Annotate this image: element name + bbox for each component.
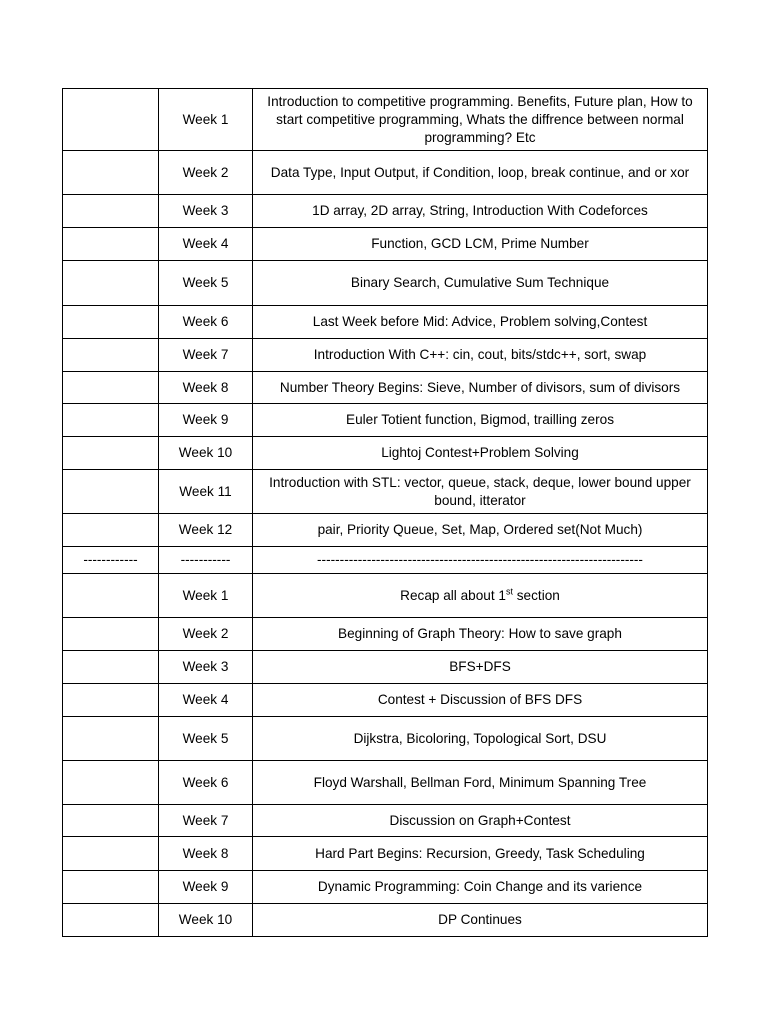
table-row: [63, 618, 708, 651]
row-marker-cell: [63, 470, 159, 514]
week-cell: Week 2: [159, 151, 253, 195]
table-row: [63, 684, 708, 717]
topic-cell: Data Type, Input Output, if Condition, loop, break continue, and or xor: [253, 151, 708, 195]
week-cell: Week 9: [159, 871, 253, 904]
topic-cell: Introduction With C++: cin, cout, bits/stdc++, sort, swap: [253, 339, 708, 372]
week-cell: Week 10: [159, 437, 253, 470]
topic-cell: Contest + Discussion of BFS DFS: [253, 684, 708, 717]
table-row: [63, 261, 708, 306]
week-cell: Week 5: [159, 717, 253, 761]
topic-cell: DP Continues: [253, 904, 708, 937]
table-row: [63, 437, 708, 470]
week-cell: Week 6: [159, 306, 253, 339]
table-row: [63, 470, 708, 514]
week-cell: Week 10: [159, 904, 253, 937]
row-marker-cell: [63, 339, 159, 372]
topic-cell: [253, 574, 708, 618]
row-marker-cell: [63, 306, 159, 339]
row-marker-cell: [63, 195, 159, 228]
week-cell: Week 7: [159, 339, 253, 372]
topic-cell: Introduction with STL: vector, queue, stack, deque, lower bound upper bound, itterator: [253, 470, 708, 514]
row-marker-cell: [63, 372, 159, 404]
row-marker-cell: [63, 404, 159, 437]
table-row: [63, 195, 708, 228]
table-row: [63, 904, 708, 937]
topic-cell: Floyd Warshall, Bellman Ford, Minimum Spanning Tree: [253, 761, 708, 805]
topic-cell: Hard Part Begins: Recursion, Greedy, Task Scheduling: [253, 837, 708, 871]
row-marker-cell: [63, 618, 159, 651]
topic-cell: Euler Totient function, Bigmod, trailling zeros: [253, 404, 708, 437]
topic-cell: Introduction to competitive programming. Benefits, Future plan, How to start competitive programming, Whats the diffrence between normal programming? Etc: [253, 89, 708, 151]
row-marker-cell: [63, 228, 159, 261]
course-schedule-table: [62, 88, 708, 937]
table-row: [63, 306, 708, 339]
row-marker-cell: [63, 684, 159, 717]
table-row: [63, 871, 708, 904]
topic-cell: pair, Priority Queue, Set, Map, Ordered set(Not Much): [253, 514, 708, 547]
week-cell: Week 9: [159, 404, 253, 437]
week-cell: Week 1: [159, 574, 253, 618]
row-marker-cell: [63, 837, 159, 871]
table-row: [63, 717, 708, 761]
week-cell: Week 2: [159, 618, 253, 651]
row-marker-cell: [63, 574, 159, 618]
topic-cell: Number Theory Begins: Sieve, Number of divisors, sum of divisors: [253, 372, 708, 404]
topic-cell: Beginning of Graph Theory: How to save graph: [253, 618, 708, 651]
table-row: [63, 372, 708, 404]
table-row: [63, 547, 708, 574]
topic-cell: ------------------------------------------------------------------------: [253, 547, 708, 574]
topic-cell: Discussion on Graph+Contest: [253, 805, 708, 837]
row-marker-cell: [63, 761, 159, 805]
table-row: [63, 837, 708, 871]
table-row: [63, 651, 708, 684]
topic-cell: BFS+DFS: [253, 651, 708, 684]
table-row: [63, 805, 708, 837]
topic-cell: Function, GCD LCM, Prime Number: [253, 228, 708, 261]
week-cell: Week 8: [159, 372, 253, 404]
week-cell: Week 7: [159, 805, 253, 837]
table-row: [63, 514, 708, 547]
row-marker-cell: [63, 904, 159, 937]
topic-text: Recap all about 1: [400, 587, 506, 603]
row-marker-cell: [63, 717, 159, 761]
schedule-body: [63, 89, 708, 937]
table-row: [63, 89, 708, 151]
row-marker-cell: [63, 514, 159, 547]
topic-cell: 1D array, 2D array, String, Introduction With Codeforces: [253, 195, 708, 228]
topic-superscript: st: [505, 585, 513, 596]
table-row: [63, 339, 708, 372]
row-marker-cell: [63, 151, 159, 195]
row-marker-cell: [63, 805, 159, 837]
row-marker-cell: ------------: [63, 547, 159, 574]
table-row: [63, 228, 708, 261]
table-row: [63, 761, 708, 805]
row-marker-cell: [63, 871, 159, 904]
table-row: [63, 574, 708, 618]
week-cell: Week 11: [159, 470, 253, 514]
week-cell: Week 3: [159, 651, 253, 684]
week-cell: Week 12: [159, 514, 253, 547]
week-cell: Week 8: [159, 837, 253, 871]
table-row: [63, 151, 708, 195]
week-cell: Week 3: [159, 195, 253, 228]
topic-cell: Dijkstra, Bicoloring, Topological Sort, DSU: [253, 717, 708, 761]
topic-cell: Binary Search, Cumulative Sum Technique: [253, 261, 708, 306]
topic-text-after: section: [512, 587, 560, 603]
row-marker-cell: [63, 437, 159, 470]
row-marker-cell: [63, 89, 159, 151]
topic-cell: Lightoj Contest+Problem Solving: [253, 437, 708, 470]
week-cell: Week 5: [159, 261, 253, 306]
week-cell: Week 1: [159, 89, 253, 151]
week-cell: Week 6: [159, 761, 253, 805]
table-row: [63, 404, 708, 437]
week-cell: -----------: [159, 547, 253, 574]
row-marker-cell: [63, 651, 159, 684]
topic-cell: Dynamic Programming: Coin Change and its varience: [253, 871, 708, 904]
week-cell: Week 4: [159, 228, 253, 261]
week-cell: Week 4: [159, 684, 253, 717]
row-marker-cell: [63, 261, 159, 306]
topic-cell: Last Week before Mid: Advice, Problem solving,Contest: [253, 306, 708, 339]
